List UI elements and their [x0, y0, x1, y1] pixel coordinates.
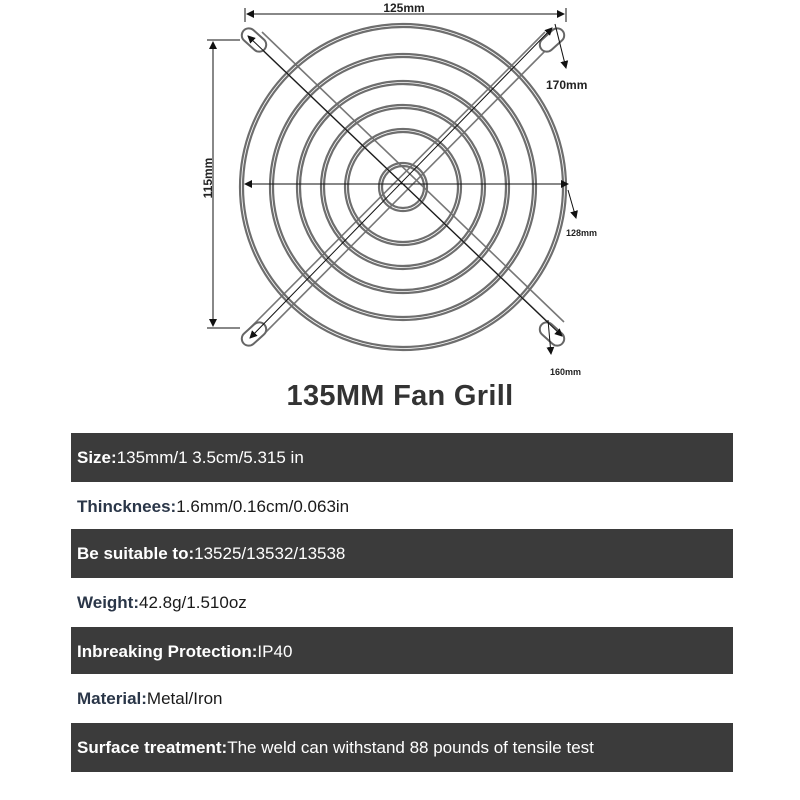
fan-grill-diagram [0, 0, 800, 380]
spec-label: Size: [77, 447, 117, 467]
spec-label: Thincknees: [77, 496, 177, 516]
spec-row-weight [71, 578, 733, 627]
spec-label: Inbreaking Protection: [77, 641, 258, 661]
spec-value: The weld can withstand 88 pounds of tensile test [227, 737, 594, 757]
spec-row-size [71, 433, 733, 482]
spec-row-suitable [71, 529, 733, 578]
spec-row-material [71, 674, 733, 723]
spec-row-protection [71, 627, 733, 676]
spec-value: 13525/13532/13538 [194, 543, 346, 563]
diameter-label: 128mm [566, 228, 598, 238]
spec-value: Metal/Iron [146, 688, 223, 708]
spec-value: 1.6mm/0.16cm/0.063in [176, 496, 350, 516]
spec-label: Surface treatment: [77, 737, 228, 757]
diameter-dimension [245, 184, 576, 218]
spec-label: Be suitable to: [77, 543, 195, 563]
spec-value: 135mm/1 3.5cm/5.315 in [116, 447, 304, 467]
spec-value: IP40 [257, 641, 293, 661]
grill-rings [240, 24, 566, 350]
diagonal-top-label: 170mm [546, 78, 588, 92]
spec-label: Material: [77, 688, 147, 708]
product-title: 135MM Fan Grill [286, 380, 514, 412]
height-label: 115mm [201, 157, 215, 199]
width-label: 125mm [383, 1, 425, 15]
spec-value: 42.8g/1.510oz [139, 592, 247, 612]
spec-row-thickness [71, 482, 733, 531]
diagonal-bottom-label: 160mm [550, 367, 582, 377]
spec-row-surface [71, 723, 733, 772]
spec-label: Weight: [77, 592, 140, 612]
